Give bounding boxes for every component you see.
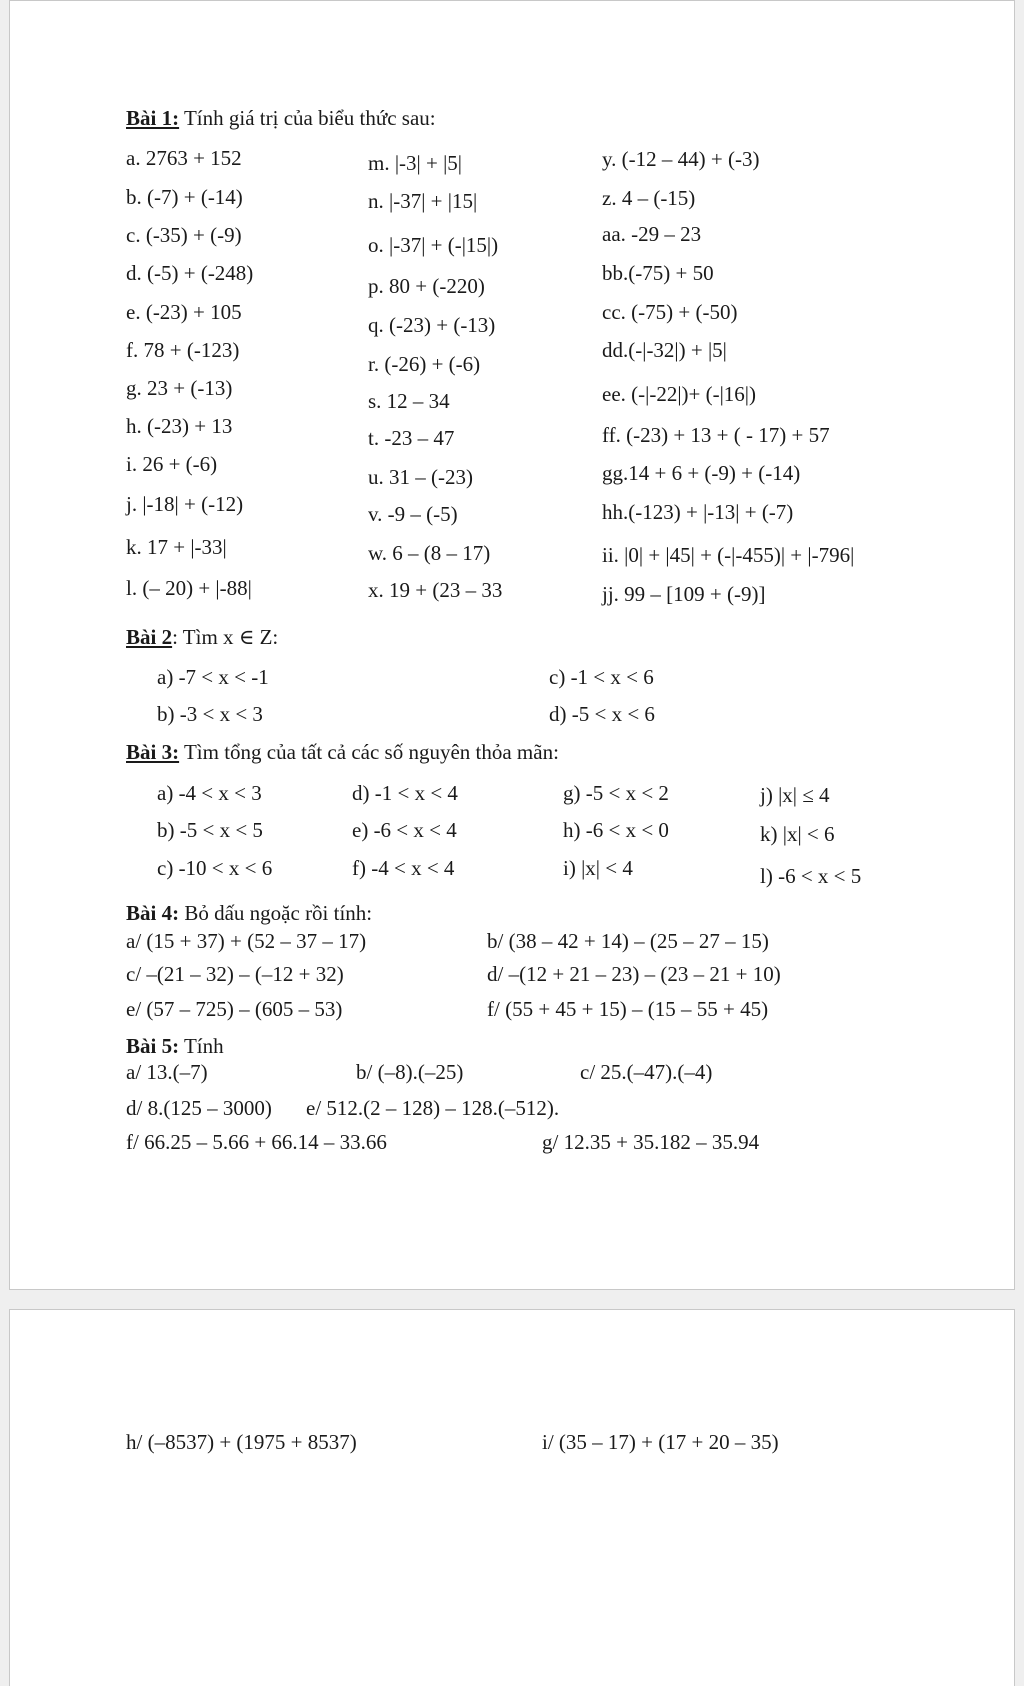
bai4-heading-label: Bài 4:	[126, 901, 180, 925]
bai4-item-d: d/ –(12 + 21 – 23) – (23 – 21 + 10)	[487, 962, 781, 986]
bai2-heading-label: Bài 2	[126, 625, 173, 649]
bai1-item-i: i. 26 + (-6)	[126, 452, 218, 476]
bai1-item-p: p. 80 + (-220)	[368, 274, 485, 298]
bai3-heading-text: Tìm tổng của tất cả các số nguyên thỏa mãn:	[179, 740, 559, 764]
bai3-heading	[126, 740, 559, 764]
bai1-item-gg: gg.14 + 6 + (-9) + (-14)	[602, 461, 801, 485]
bai1-item-ii: ii. |0| + |45| + (-|-455)| + |-796|	[602, 543, 855, 567]
bai1-item-a: a. 2763 + 152	[126, 146, 242, 170]
bai5-item-e: e/ 512.(2 – 128) – 128.(–512).	[306, 1096, 560, 1120]
bai4-heading-text: Bỏ dấu ngoặc rồi tính:	[179, 901, 373, 925]
bai1-item-jj: jj. 99 – [109 + (-9)]	[602, 582, 766, 606]
bai1-item-ff: ff. (-23) + 13 + ( - 17) + 57	[602, 423, 830, 447]
bai5-heading-text: Tính	[179, 1034, 224, 1058]
bai1-item-d: d. (-5) + (-248)	[126, 261, 254, 285]
bai1-item-q: q. (-23) + (-13)	[368, 313, 496, 337]
bai2-item-b: b) -3 < x < 3	[157, 702, 263, 726]
bai1-item-e: e. (-23) + 105	[126, 300, 242, 324]
bai5-item-a: a/ 13.(–7)	[126, 1060, 208, 1084]
bai5-item-g: g/ 12.35 + 35.182 – 35.94	[542, 1130, 760, 1154]
bai3-item-a: a) -4 < x < 3	[157, 781, 262, 805]
bai1-item-m: m. |-3| + |5|	[368, 151, 462, 175]
bai3-item-k: k) |x| < 6	[760, 822, 835, 846]
bai1-heading-label: Bài 1:	[126, 106, 180, 130]
bai3-item-j: j) |x| ≤ 4	[760, 783, 830, 807]
bai1-item-u: u. 31 – (-23)	[368, 465, 473, 489]
bai1-item-h: h. (-23) + 13	[126, 414, 233, 438]
bai1-item-ee: ee. (-|-22|)+ (-|16|)	[602, 382, 757, 406]
bai2-item-a: a) -7 < x < -1	[157, 665, 269, 689]
bai1-item-cc: cc. (-75) + (-50)	[602, 300, 738, 324]
bai4-item-e: e/ (57 – 725) – (605 – 53)	[126, 997, 343, 1021]
bai3-item-e: e) -6 < x < 4	[352, 818, 457, 842]
bai1-item-z: z. 4 – (-15)	[602, 186, 696, 210]
bai3-item-g: g) -5 < x < 2	[563, 781, 669, 805]
bai1-item-b: b. (-7) + (-14)	[126, 185, 243, 209]
bai1-item-n: n. |-37| + |15|	[368, 189, 478, 213]
bai4-item-c: c/ –(21 – 32) – (–12 + 32)	[126, 962, 344, 986]
bai4-heading	[126, 901, 372, 925]
bai2-item-d: d) -5 < x < 6	[549, 702, 655, 726]
bai5-item-c: c/ 25.(–47).(–4)	[580, 1060, 713, 1084]
bai1-item-f: f. 78 + (-123)	[126, 338, 240, 362]
bai1-item-bb: bb.(-75) + 50	[602, 261, 714, 285]
page2-item-h: h/ (–8537) + (1975 + 8537)	[126, 1430, 357, 1454]
bai1-item-aa: aa. -29 – 23	[602, 222, 702, 246]
bai1-item-v: v. -9 – (-5)	[368, 502, 458, 526]
bai1-heading	[126, 106, 436, 130]
bai4-item-a: a/ (15 + 37) + (52 – 37 – 17)	[126, 929, 367, 953]
bai3-item-d: d) -1 < x < 4	[352, 781, 458, 805]
bai1-item-l: l. (– 20) + |-88|	[126, 576, 252, 600]
bai5-item-f: f/ 66.25 – 5.66 + 66.14 – 33.66	[126, 1130, 387, 1154]
bai1-heading-text: Tính giá trị của biểu thức sau:	[179, 106, 436, 130]
bai2-heading	[126, 625, 278, 649]
bai5-heading	[126, 1034, 224, 1058]
bai5-item-b: b/ (–8).(–25)	[356, 1060, 464, 1084]
bai3-item-l: l) -6 < x < 5	[760, 864, 862, 888]
bai3-item-c: c) -10 < x < 6	[157, 856, 273, 880]
bai2-heading-text: : Tìm x ∈ Z:	[172, 625, 279, 649]
bai5-heading-label: Bài 5:	[126, 1034, 180, 1058]
bai1-item-o: o. |-37| + (-|15|)	[368, 233, 499, 257]
bai1-item-j: j. |-18| + (-12)	[126, 492, 244, 516]
bai3-item-h: h) -6 < x < 0	[563, 818, 669, 842]
bai1-item-g: g. 23 + (-13)	[126, 376, 233, 400]
bai1-item-s: s. 12 – 34	[368, 389, 450, 413]
bai3-item-f: f) -4 < x < 4	[352, 856, 455, 880]
bai1-item-w: w. 6 – (8 – 17)	[368, 541, 491, 565]
bai2-item-c: c) -1 < x < 6	[549, 665, 654, 689]
bai5-item-d: d/ 8.(125 – 3000)	[126, 1096, 272, 1120]
bai1-item-r: r. (-26) + (-6)	[368, 352, 481, 376]
bai3-item-i: i) |x| < 4	[563, 856, 633, 880]
page2-item-i: i/ (35 – 17) + (17 + 20 – 35)	[542, 1430, 779, 1454]
bai1-item-k: k. 17 + |-33|	[126, 535, 227, 559]
bai4-item-f: f/ (55 + 45 + 15) – (15 – 55 + 45)	[487, 997, 769, 1021]
bai1-item-hh: hh.(-123) + |-13| + (-7)	[602, 500, 794, 524]
bai1-item-x: x. 19 + (23 – 33	[368, 578, 503, 602]
bai4-item-b: b/ (38 – 42 + 14) – (25 – 27 – 15)	[487, 929, 769, 953]
bai1-item-t: t. -23 – 47	[368, 426, 455, 450]
bai1-item-y: y. (-12 – 44) + (-3)	[602, 147, 760, 171]
bai1-item-c: c. (-35) + (-9)	[126, 223, 242, 247]
bai3-heading-label: Bài 3:	[126, 740, 180, 764]
bai3-item-b: b) -5 < x < 5	[157, 818, 263, 842]
bai1-item-dd: dd.(-|-32|) + |5|	[602, 338, 727, 362]
document-page-2	[9, 1309, 1015, 1686]
